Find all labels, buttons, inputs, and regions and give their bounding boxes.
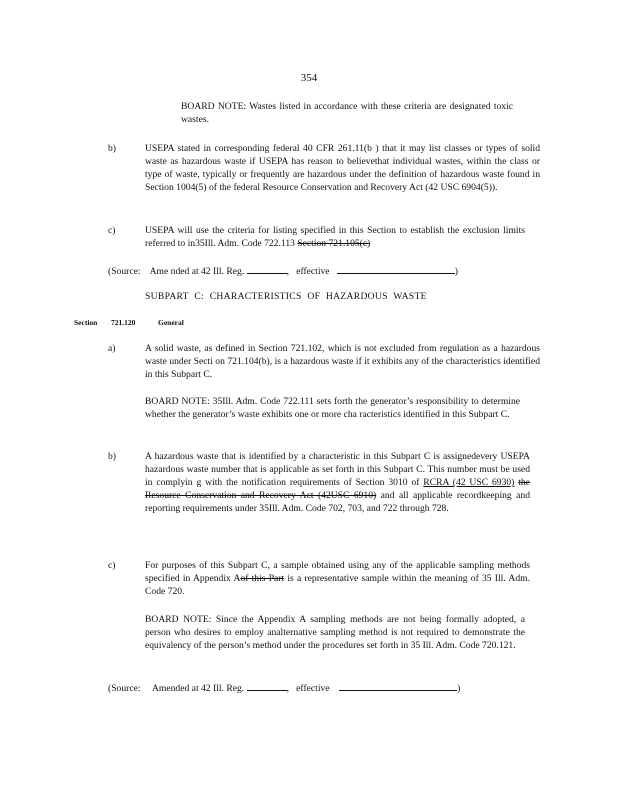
blank-line — [247, 263, 287, 274]
section-label: Section — [74, 318, 98, 327]
source-effective: effective — [296, 266, 330, 277]
item-label: a) — [108, 343, 116, 354]
source-prefix: (Source: — [108, 266, 141, 277]
item-c2-paragraph — [145, 559, 530, 598]
item-label: c) — [108, 225, 116, 236]
subpart-heading: SUBPART C: CHARACTERISTICS OF HAZARDOUS WASTE — [145, 291, 427, 302]
source-prefix: (Source: — [108, 683, 141, 694]
struck-text: of this Part — [240, 573, 285, 585]
page-number: 354 — [300, 72, 318, 84]
section-number: 721.120 — [111, 318, 136, 327]
source-end: ) — [454, 266, 458, 277]
struck-text: the Resource Conservation and Recovery Act (42USC 6910) — [145, 477, 530, 502]
section-title: General — [158, 318, 184, 327]
source-amended: Amended at 42 Ill. Reg. — [151, 683, 245, 694]
source-amended: Ame nded at 42 Ill. Reg. — [149, 266, 245, 277]
item-a-paragraph: A solid waste, as defined in Section 721.102, which is not excluded from regulation as a hazardous waste under Secti on 721.104(b), is a hazardous waste if it exhibits any of the characteristics identified in this Subpart C. — [145, 343, 540, 381]
item-c-text: USEPA will use the criteria for listing specified in this Section to establish the exclusion limits referred to in35Ill. Adm. Code 722.113 — [145, 225, 525, 250]
item-c-paragraph — [145, 224, 525, 250]
item-c2-text-after: is a representative sample within the meaning of 35 Ill. Adm. Code 720. — [145, 573, 530, 598]
underlined-text: RCRA (42 USC 6930) — [423, 477, 515, 489]
board-note: BOARD NOTE: Since the Appendix A sampling methods are not being formally adopted, a person who desires to employ analternative sampling method is not required to demonstrate the equivalency of the person’s method under the procedures set forth in 35 Ill. Adm. Code 720.121. — [145, 614, 525, 652]
struck-text: Section 721.105(c) — [297, 238, 371, 250]
item-label: b) — [108, 451, 116, 462]
board-note-top: BOARD NOTE: Wastes listed in accordance with these criteria are designated toxic wastes. — [181, 101, 513, 126]
source-end: ) — [457, 683, 461, 694]
blank-line — [247, 680, 287, 691]
blank-line — [339, 680, 457, 691]
item-b2-text-after: and all applicable recordkeeping and reporting requirements under 35Ill. Adm. Code 702, 703, and 722 through 728. — [145, 490, 530, 515]
source-note: (Source: Amended at 42 Ill. Reg. , effective ) — [108, 680, 528, 695]
item-b-paragraph: USEPA stated in corresponding federal 40 CFR 261.11(b ) that it may list classes or types of solid waste as hazardous waste if USEPA has reason to believethat individual wastes, within the class or type of waste, typically or frequently are hazardous under the definition of hazardous waste found in Section 1004(5) of the federal Resource Conservation and Recovery Act (42 USC 6904(5)). — [145, 143, 540, 194]
source-effective: effective — [296, 683, 330, 694]
board-note: BOARD NOTE: 35Ill. Adm. Code 722.111 sets forth the generator’s responsibility to determine whether the generator’s waste exhibits one or more cha racteristics identified in this Subpart C. — [145, 396, 520, 421]
item-label: b) — [108, 143, 116, 154]
item-c2-text: For purposes of this Subpart C, a sample obtained using any of the applicable sampling methods specified in Appendix A — [145, 560, 530, 585]
item-b2-paragraph — [145, 450, 530, 515]
item-b2-text: A hazardous waste that is identified by a characteristic in this Subpart C is assignedevery USEPA hazardous waste number that is applicable as set forth in this Subpart C. This number must be used in complyin g with the notification requirements of Section 3010 of — [145, 451, 530, 489]
blank-line — [337, 263, 455, 274]
source-note: (Source: Ame nded at 42 Ill. Reg. , effective ) — [108, 263, 528, 278]
item-label: c) — [108, 560, 116, 571]
